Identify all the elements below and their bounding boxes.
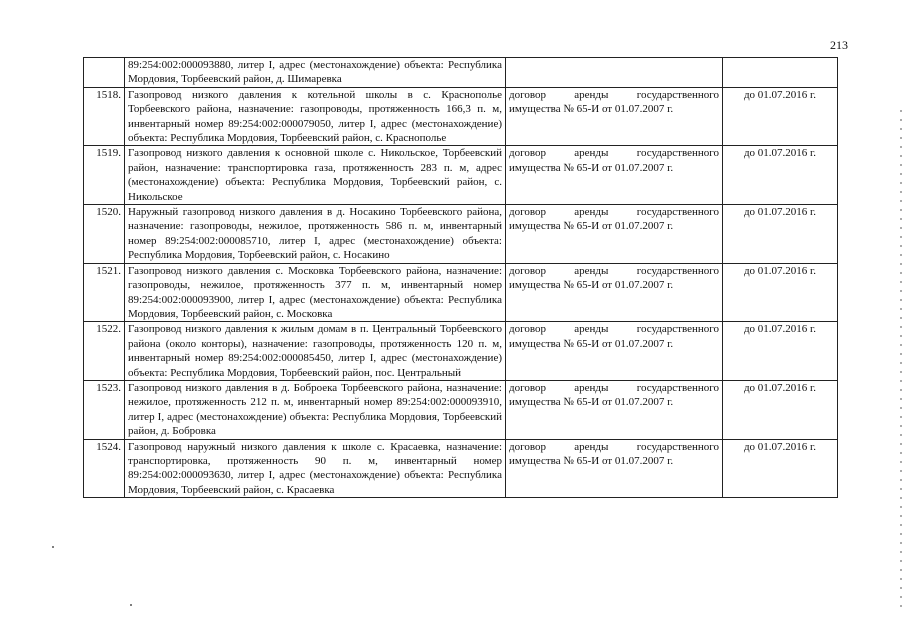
object-description: Наружный газопровод низкого давления в д. Носакино Торбеевского района, назначение: газопроводы, нежилое, протяженность 586 п. м, инвентарный номер 89:254:002:000085710, литер I, адрес (местонахождение) объекта: Республика Мордовия, Торбеевский район, с. Носакино bbox=[125, 205, 506, 264]
lease-basis: договор аренды государственного имущества № 65-И от 01.07.2007 г. bbox=[506, 87, 723, 146]
page-number: 213 bbox=[830, 38, 848, 52]
property-table bbox=[83, 57, 838, 498]
object-description: 89:254:002:000093880, литер I, адрес (местонахождение) объекта: Республика Мордовия, Торбеевский район, д. Шимаревка bbox=[125, 58, 506, 88]
table-row bbox=[84, 87, 838, 146]
object-description: Газопровод низкого давления с. Московка Торбеевского района, назначение: газопроводы, нежилое, протяженность 377 п. м, инвентарный номер 89:254:002:000093900, литер I, адрес (местонахождение) объекта: Республика Мордовия, Торбеевский район, с. Московка bbox=[125, 263, 506, 322]
table-row bbox=[84, 146, 838, 205]
table-row bbox=[84, 439, 838, 498]
row-number: 1523. bbox=[84, 380, 125, 439]
lease-basis bbox=[506, 58, 723, 88]
object-description: Газопровод низкого давления к жилым домам в п. Центральный Торбеевского района (около конторы), назначение: газопроводы, протяженность 120 п. м, инвентарный номер 89:254:002:000085450, литер I, адрес (местонахождение) объекта: Республика Мордовия, Торбеевский район, пос. Центральный bbox=[125, 322, 506, 381]
lease-term: до 01.07.2016 г. bbox=[723, 263, 838, 322]
scan-edge-artifact bbox=[900, 110, 902, 610]
table-row bbox=[84, 380, 838, 439]
object-description: Газопровод низкого давления к основной школе с. Никольское, Торбеевский район, назначение: транспортировка газа, протяженность 283 п. м, адрес (местонахождение) объекта: Республика Мордовия, Торбеевский район, с. Никольское bbox=[125, 146, 506, 205]
lease-basis: договор аренды государственного имущества № 65-И от 01.07.2007 г. bbox=[506, 146, 723, 205]
lease-term: до 01.07.2016 г. bbox=[723, 322, 838, 381]
lease-term bbox=[723, 58, 838, 88]
lease-basis: договор аренды государственного имущества № 65-И от 01.07.2007 г. bbox=[506, 380, 723, 439]
row-number: 1522. bbox=[84, 322, 125, 381]
lease-basis: договор аренды государственного имущества № 65-И от 01.07.2007 г. bbox=[506, 205, 723, 264]
row-number: 1521. bbox=[84, 263, 125, 322]
lease-term: до 01.07.2016 г. bbox=[723, 146, 838, 205]
row-number: 1520. bbox=[84, 205, 125, 264]
object-description: Газопровод наружный низкого давления к школе с. Красаевка, назначение: транспортировка, протяженность 90 п. м, инвентарный номер 89:254:002:000093630, литер I, адрес (местонахождение) объекта: Республика Мордовия, Торбеевский район, с. Красаевка bbox=[125, 439, 506, 498]
scan-speck bbox=[52, 546, 54, 548]
lease-basis: договор аренды государственного имущества № 65-И от 01.07.2007 г. bbox=[506, 263, 723, 322]
scan-speck bbox=[130, 604, 132, 606]
table-row bbox=[84, 263, 838, 322]
row-number: 1524. bbox=[84, 439, 125, 498]
table-row bbox=[84, 322, 838, 381]
lease-term: до 01.07.2016 г. bbox=[723, 380, 838, 439]
lease-term: до 01.07.2016 г. bbox=[723, 87, 838, 146]
lease-basis: договор аренды государственного имущества № 65-И от 01.07.2007 г. bbox=[506, 439, 723, 498]
object-description: Газопровод низкого давления к котельной школы в с. Краснополье Торбеевского района, назначение: газопроводы, протяженность 166,3 п. м, инвентарный номер 89:254:002:000079050, литер I, адрес (местонахождение) объекта: Республика Мордовия, Торбеевский район, с. Краснополье bbox=[125, 87, 506, 146]
object-description: Газопровод низкого давления в д. Боброека Торбеевского района, назначение: нежилое, протяженность 212 п. м, инвентарный номер 89:254:002:000093910, литер I, адрес (местонахождение) объекта: Республика Мордовия, Торбеевский район, д. Бобровка bbox=[125, 380, 506, 439]
row-number: 1519. bbox=[84, 146, 125, 205]
row-number: 1518. bbox=[84, 87, 125, 146]
lease-term: до 01.07.2016 г. bbox=[723, 439, 838, 498]
table-row bbox=[84, 58, 838, 88]
table-row bbox=[84, 205, 838, 264]
lease-term: до 01.07.2016 г. bbox=[723, 205, 838, 264]
row-number bbox=[84, 58, 125, 88]
lease-basis: договор аренды государственного имущества № 65-И от 01.07.2007 г. bbox=[506, 322, 723, 381]
